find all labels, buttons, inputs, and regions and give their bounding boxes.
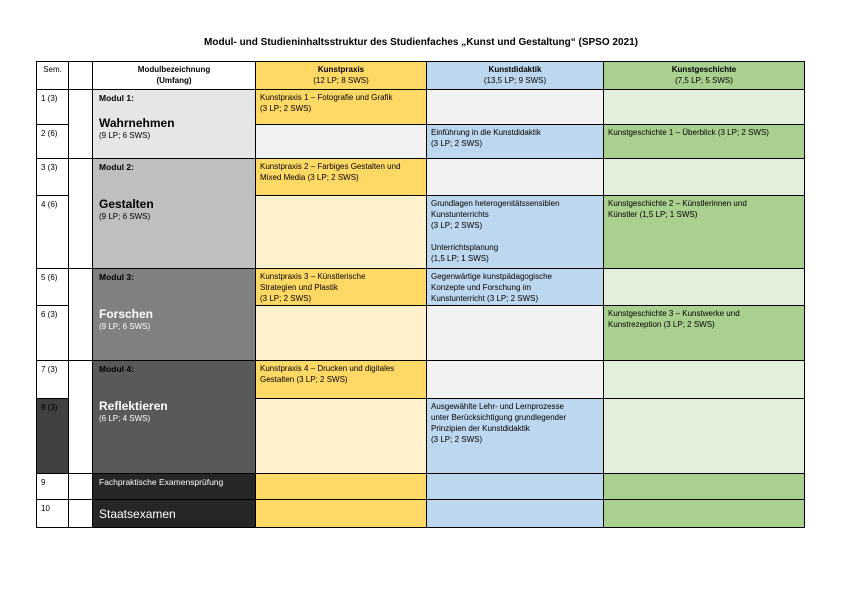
kunstpraxis-3: Kunstpraxis 3 – Künstlerische Strategien und Plastik (3 LP; 2 SWS) xyxy=(256,269,427,306)
modul-4: Modul 4: Reflektieren (6 LP; 4 SWS) xyxy=(93,361,256,474)
spacer-modul-3 xyxy=(69,269,93,361)
exam-staatsexamen: Staatsexamen xyxy=(93,500,256,528)
kunstdidaktik-empty-sem6 xyxy=(427,306,604,361)
kunstpraxis-empty-sem4 xyxy=(256,196,427,269)
kunstpraxis-2: Kunstpraxis 2 – Farbiges Gestalten und Mixed Media (3 LP; 2 SWS) xyxy=(256,159,427,196)
semester-row-5 xyxy=(37,269,805,306)
kunstpraxis-empty-sem6 xyxy=(256,306,427,361)
document-title: Modul- und Studieninhaltsstruktur des Studienfaches „Kunst und Gestaltung“ (SPSO 2021) xyxy=(204,37,638,48)
kunstpraxis-exam-sem9 xyxy=(256,474,427,500)
header-kunstpraxis: Kunstpraxis (12 LP; 8 SWS) xyxy=(256,62,427,90)
exam-fachpraktisch: Fachpraktische Examensprüfung xyxy=(93,474,256,500)
kunstpraxis-4: Kunstpraxis 4 – Drucken und digitales Gestalten (3 LP; 2 SWS) xyxy=(256,361,427,399)
kunstpraxis-empty-sem2 xyxy=(256,125,427,159)
header-modulbezeichnung: Modulbezeichnung (Umfang) xyxy=(93,62,256,90)
header-spacer xyxy=(69,62,93,90)
kunstdidaktik-empty-sem1 xyxy=(427,90,604,125)
kunstdidaktik-empty-sem7 xyxy=(427,361,604,399)
modul-2: Modul 2: Gestalten (9 LP; 6 SWS) xyxy=(93,159,256,269)
kunstdidaktik-empty-sem3 xyxy=(427,159,604,196)
semester-8: 8 (3) xyxy=(37,399,69,474)
kunstdidaktik-2: Grundlagen heterogenitätssensiblen Kunstunterrichts (3 LP; 2 SWS) Unterrichtsplanung (1,5 LP; 1 SWS) xyxy=(427,196,604,269)
modul-1: Modul 1: Wahrnehmen (9 LP; 6 SWS) xyxy=(93,90,256,159)
semester-row-9 xyxy=(37,474,805,500)
semester-5: 5 (6) xyxy=(37,269,69,306)
semester-9: 9 xyxy=(37,474,69,500)
header-kunstdidaktik: Kunstdidaktik (13,5 LP; 9 SWS) xyxy=(427,62,604,90)
kunstdidaktik-4: Ausgewählte Lehr- und Lernprozesse unter Berücksichtigung grundlegender Prinzipien der Kunstdidaktik (3 LP; 2 SWS) xyxy=(427,399,604,474)
kunstpraxis-1: Kunstpraxis 1 – Fotografie und Grafik (3 LP; 2 SWS) xyxy=(256,90,427,125)
kunstgeschichte-empty-sem5 xyxy=(604,269,805,306)
kunstgeschichte-exam-sem10 xyxy=(604,500,805,528)
kunstdidaktik-exam-sem10 xyxy=(427,500,604,528)
semester-7: 7 (3) xyxy=(37,361,69,399)
header-kunstgeschichte: Kunstgeschichte (7,5 LP; 5 SWS) xyxy=(604,62,805,90)
kunstpraxis-empty-sem8 xyxy=(256,399,427,474)
spacer-exam-9 xyxy=(69,474,93,500)
modul-3: Modul 3: Forschen (9 LP; 6 SWS) xyxy=(93,269,256,361)
kunstgeschichte-exam-sem9 xyxy=(604,474,805,500)
kunstdidaktik-exam-sem9 xyxy=(427,474,604,500)
kunstdidaktik-3: Gegenwärtige kunstpädagogische Konzepte und Forschung im Kunstunterricht (3 LP; 2 SWS) xyxy=(427,269,604,306)
kunstgeschichte-2: Kunstgeschichte 2 – Künstlerinnen und Künstler (1,5 LP; 1 SWS) xyxy=(604,196,805,269)
spacer-exam-10 xyxy=(69,500,93,528)
kunstgeschichte-empty-sem8 xyxy=(604,399,805,474)
kunstgeschichte-empty-sem3 xyxy=(604,159,805,196)
semester-6: 6 (3) xyxy=(37,306,69,361)
kunstgeschichte-empty-sem1 xyxy=(604,90,805,125)
semester-2: 2 (6) xyxy=(37,125,69,159)
spacer-modul-1 xyxy=(69,90,93,159)
kunstpraxis-exam-sem10 xyxy=(256,500,427,528)
semester-row-10 xyxy=(37,500,805,528)
header-row xyxy=(37,62,805,90)
semester-row-7 xyxy=(37,361,805,399)
kunstgeschichte-3: Kunstgeschichte 3 – Kunstwerke und Kunstrezeption (3 LP; 2 SWS) xyxy=(604,306,805,361)
semester-1: 1 (3) xyxy=(37,90,69,125)
semester-4: 4 (6) xyxy=(37,196,69,269)
spacer-modul-2 xyxy=(69,159,93,269)
spacer-modul-4 xyxy=(69,361,93,474)
semester-row-3 xyxy=(37,159,805,196)
semester-3: 3 (3) xyxy=(37,159,69,196)
kunstgeschichte-empty-sem7 xyxy=(604,361,805,399)
kunstdidaktik-1: Einführung in die Kunstdidaktik (3 LP; 2 SWS) xyxy=(427,125,604,159)
module-structure-table xyxy=(36,61,805,528)
semester-10: 10 xyxy=(37,500,69,528)
header-semester: Sem. xyxy=(37,62,69,90)
kunstgeschichte-1: Kunstgeschichte 1 – Überblick (3 LP; 2 SWS) xyxy=(604,125,805,159)
semester-row-1 xyxy=(37,90,805,125)
